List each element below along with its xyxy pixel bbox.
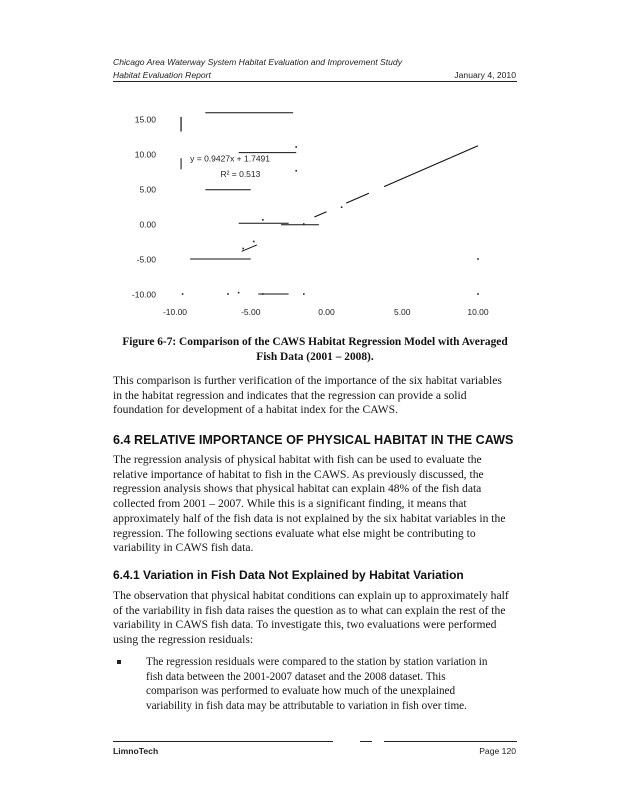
data-point <box>253 241 255 243</box>
x-tick-label: 5.00 <box>393 307 411 317</box>
data-point <box>262 293 264 295</box>
x-tick-label: -10.00 <box>162 307 188 317</box>
text-line: fish data between the 2001-2007 dataset and the 2008 dataset. This <box>146 670 446 683</box>
text-line: foundation for development of a habitat index for the CAWS. <box>113 403 398 417</box>
footer-rule-mid <box>360 741 372 742</box>
section-heading: 6.4 RELATIVE IMPORTANCE OF PHYSICAL HABITAT IN THE CAWS <box>113 433 514 447</box>
x-tick-label: -5.00 <box>241 307 261 317</box>
text-line: regression. The following sections evaluate what else might be contributing to <box>113 526 476 540</box>
footer-company: LimnoTech <box>113 746 159 756</box>
bullet-marker-icon <box>117 660 121 664</box>
data-point <box>477 293 479 295</box>
figure-caption-line1: Figure 6-7: Comparison of the CAWS Habitat Regression Model with Averaged <box>122 336 508 348</box>
text-line: of the variability in fish data raises the question as to what can explain the rest of the <box>113 603 506 617</box>
y-tick-label: 0.00 <box>139 219 156 230</box>
text-line: variability in CAWS fish data. To investigate this, two evaluations were performed <box>113 618 497 632</box>
regression-chart <box>100 88 520 328</box>
y-tick-label: 15.00 <box>134 114 156 125</box>
bullet-item <box>146 655 536 713</box>
text-line: approximately half of the fish data is not explained by the six habitat variables in the <box>113 511 506 525</box>
header-date: January 4, 2010 <box>454 70 516 80</box>
text-line: This comparison is further verification of the importance of the six habitat variables <box>113 374 502 387</box>
data-point <box>227 293 229 295</box>
header-study-title: Chicago Area Waterway System Habitat Evaluation and Improvement Study <box>113 57 402 67</box>
text-line: comparison was performed to evaluate how much of the unexplained <box>146 685 456 697</box>
text-line: The regression residuals were compared to the station by station variation in <box>146 656 488 668</box>
header-report-title: Habitat Evaluation Report <box>113 70 211 80</box>
text-line: collected from 2001 – 2007. While this is a significant finding, it means that <box>113 497 467 511</box>
data-point <box>303 223 305 225</box>
y-tick-label: 5.00 <box>139 184 156 195</box>
subsection-heading: 6.4.1 Variation in Fish Data Not Explained by Habitat Variation <box>113 568 464 582</box>
data-point <box>477 258 479 260</box>
y-tick-label: -10.00 <box>131 289 156 300</box>
text-line: The regression analysis of physical habitat with fish can be used to evaluate the <box>113 453 482 466</box>
data-point <box>262 219 264 221</box>
y-tick-label: -5.00 <box>136 254 156 265</box>
footer-rule-left <box>113 741 333 742</box>
data-point <box>242 248 244 250</box>
figure-caption-line2: Fish Data (2001 – 2008). <box>256 351 374 363</box>
trendline-segment <box>451 146 478 158</box>
data-point <box>238 292 240 294</box>
text-line: relative importance of habitat to fish in the CAWS. As previously discussed, the <box>113 467 484 481</box>
footer-page-number: Page 120 <box>479 746 516 756</box>
text-line: The observation that physical habitat conditions can explain up to approximately half <box>113 589 509 602</box>
text-line: in the habitat regression and indicates that the regression can provide a solid <box>113 388 467 402</box>
text-line: variability in fish data may be attributable to variation in fish over time. <box>146 699 467 712</box>
figure-caption <box>100 335 530 365</box>
data-point <box>303 293 305 295</box>
text-line: variability in CAWS fish data. <box>113 541 254 555</box>
y-tick-label: 10.00 <box>134 149 156 160</box>
trendline-segment <box>314 212 326 217</box>
header-rule <box>113 81 517 82</box>
footer-rule-right <box>384 741 517 742</box>
data-point <box>341 206 343 208</box>
x-tick-label: 10.00 <box>467 307 489 317</box>
data-point <box>295 170 297 172</box>
text-line: regression analysis shows that physical habitat can explain 48% of the fish data <box>113 482 482 496</box>
paragraph-relative-importance <box>113 453 533 556</box>
regression-r-squared: R² = 0.513 <box>220 169 261 180</box>
trendline-segment <box>384 158 451 187</box>
x-tick-label: 0.00 <box>318 307 335 317</box>
data-point <box>295 146 297 148</box>
paragraph-verification <box>113 374 533 418</box>
paragraph-variation <box>113 589 533 648</box>
trendline-segment <box>346 193 369 203</box>
text-line: using the regression residuals: <box>113 633 254 647</box>
regression-equation: y = 0.9427x + 1.7491 <box>190 153 271 164</box>
data-point <box>182 293 184 295</box>
